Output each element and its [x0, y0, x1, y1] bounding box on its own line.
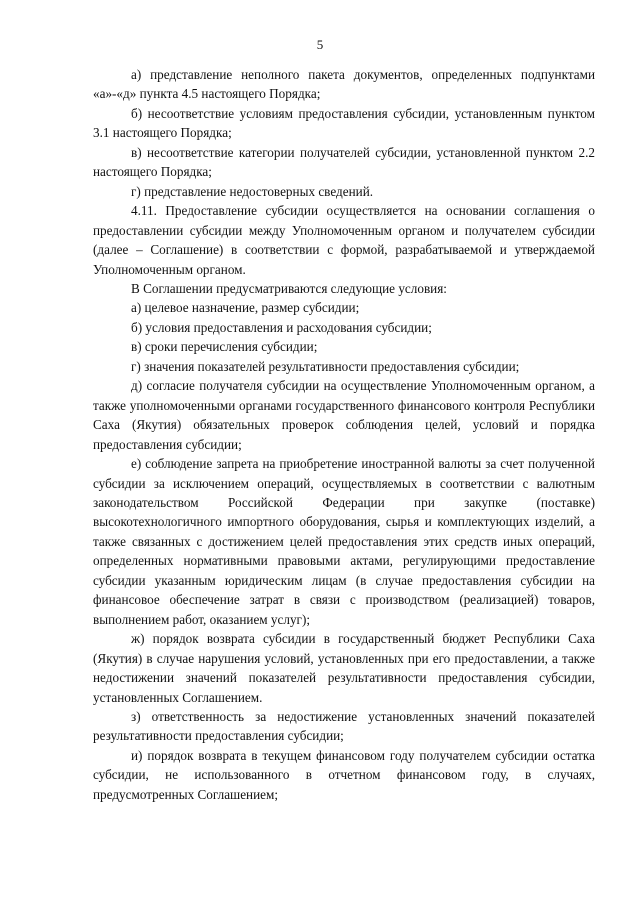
paragraph-4-11: 4.11. Предоставление субсидии осуществляется на основании соглашения о предоставлении субсидии между Уполномоченным органом и получателем субсидии (далее – Соглашение) в соответствии с формой, разрабатываемой и утверждаемой Уполномоченным органом. [93, 203, 595, 277]
paragraph-b-conditions-mismatch: б) несоответствие условиям предоставления субсидии, установленным пунктом 3.1 настоящего Порядка; [93, 105, 595, 141]
condition-zh: ж) порядок возврата субсидии в государственный бюджет Республики Саха (Якутия) в случае нарушения условий, установленных при его предоставлении, а также недостижении значений показателей результативности предоставления субсидии, установленных Соглашением. [93, 631, 595, 705]
paragraph-v-category-mismatch: в) несоответствие категории получателей субсидии, установленной пунктом 2.2 настоящего Порядка; [93, 144, 595, 180]
condition-z: з) ответственность за недостижение установленных значений показателей результативности предоставления субсидии; [93, 708, 595, 744]
document-body [93, 65, 595, 804]
condition-d: д) согласие получателя субсидии на осуществление Уполномоченным органом, а также уполномоченными органами государственного финансового контроля Республики Саха (Якутия) обязательных проверок соблюдения целей, условий и порядка предоставления субсидии; [93, 378, 595, 452]
condition-v: в) сроки перечисления субсидии; [131, 339, 318, 355]
condition-b: б) условия предоставления и расходования субсидии; [131, 319, 432, 335]
paragraph-a-incomplete-package: а) представление неполного пакета документов, определенных подпунктами «а»-«д» пункта 4.5 настоящего Порядка; [93, 67, 595, 102]
condition-a: а) целевое назначение, размер субсидии; [131, 300, 360, 316]
paragraph-conditions-intro: В Соглашении предусматриваются следующие условия: [131, 280, 447, 296]
paragraph-g-false-info: г) представление недостоверных сведений. [131, 183, 374, 199]
condition-g: г) значения показателей результативности предоставления субсидии; [131, 358, 520, 374]
condition-e: е) соблюдение запрета на приобретение иностранной валюты за счет полученной субсидии за исключением операций, осуществляемых в соответствии с валютным законодательством Российской Федерации при закупке (поставке) высокотехнологичного импортного оборудования, сырья и комплектующих изделий, а также связанных с достижением целей предоставления этих средств иных операций, определенных нормативными правовыми актами, регулирующими предоставление субсидии указанным юридическим лицам (в случае предоставления субсидии на финансовое обеспечение затрат в связи с производством (реализацией) товаров, выполнением работ, оказанием услуг); [93, 456, 595, 627]
condition-i: и) порядок возврата в текущем финансовом году получателем субсидии остатка субсидии, не использованного в отчетном финансовом году, в случаях, предусмотренных Соглашением; [93, 747, 595, 802]
page-number: 5 [316, 37, 324, 52]
